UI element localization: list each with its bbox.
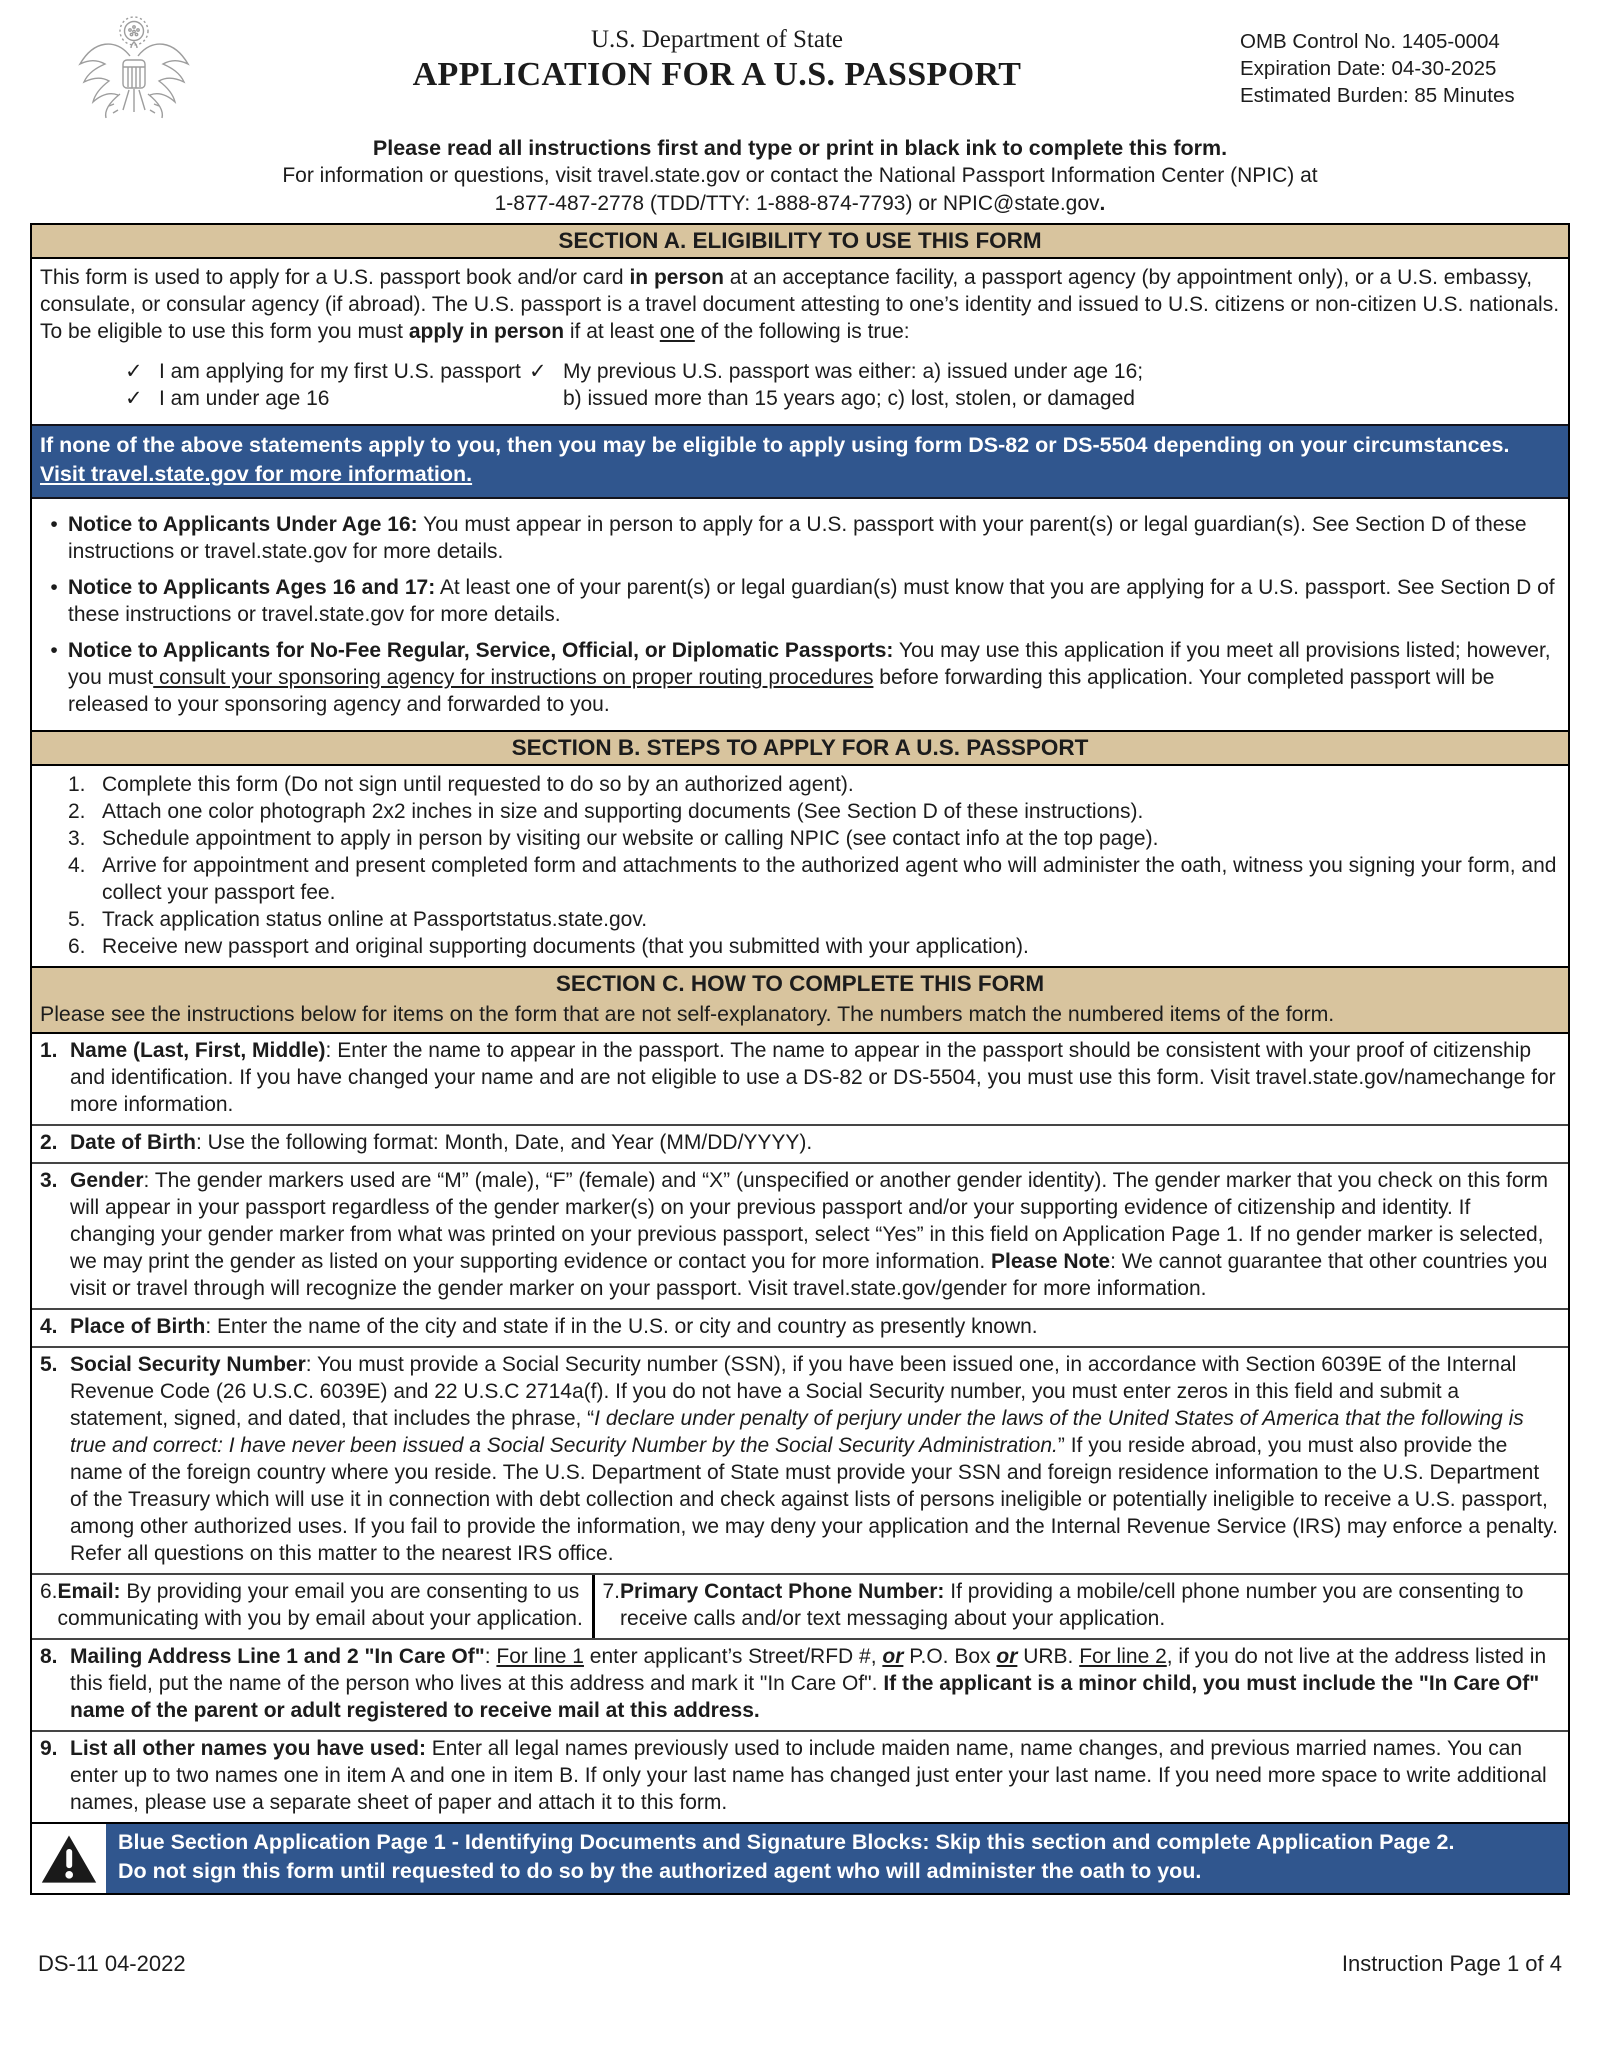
intro-phone-line: 1-877-487-2778 (TDD/TTY: 1-888-874-7793) or NPIC@state.gov. <box>494 192 1106 215</box>
omb-expiration-date: Expiration Date: 04-30-2025 <box>1240 57 1497 80</box>
intro-info-line: For information or questions, visit travel.state.gov or contact the National Passport Information Center (NPIC) at <box>282 164 1318 187</box>
omb-control-number: OMB Control No. 1405-0004 <box>1240 30 1500 53</box>
item-1-name: 1. Name (Last, First, Middle): Enter the name to appear in the passport. The name to appear in the passport should be consistent with your proof of citizenship and identification. If you have changed your name and are not eligible to use a DS-82 or DS-5504, you must use this form. Visit travel.state.gov/namechange for more information. <box>40 1039 1556 1116</box>
checkmark-icon: ✓ <box>125 360 143 383</box>
checklist-item-continuation: b) issued more than 15 years ago; c) lost, stolen, or damaged <box>563 387 1135 410</box>
checklist-item: ✓ My previous U.S. passport was either: a) issued under age 16; <box>529 360 1144 383</box>
item-5-ssn: 5. Social Security Number: You must provide a Social Security number (SSN), if you have been issued one, in accordance with Section 6039E of the Internal Revenue Code (26 U.S.C. 6039E) and 22 U.S.C 2714a(f). If you do not have a Social Security number, you must enter zeros in this field and submit a statement, signed, and dated, that includes the phrase, “I declare under penalty of perjury under the laws of the United States of America that the following is true and correct: I have never been issued a Social Security Number by the Social Security Administration.” If you reside abroad, you must also provide the name of the foreign country where you reside. The U.S. Department of State must provide your SSN and foreign residence information to the U.S. Department of the Treasury which will use it in connection with debt collection and check against lists of persons ineligible or potentially ineligible to receive a U.S. passport, among other authorized uses. If you fail to provide the information, we may deny your application and the Internal Revenue Service (IRS) may enforce a penalty. Refer all questions on this matter to the nearest IRS office. <box>32 1346 1568 1573</box>
step-item: 1. Complete this form (Do not sign until requested to do so by an authorized agent). <box>68 773 854 796</box>
notice-no-fee-passports: • Notice to Applicants for No-Fee Regular, Service, Official, or Diplomatic Passports: You may use this application if you meet all provisions listed; however, you must consult your sponsoring agency for instructions on proper routing procedures before forwarding this application. Your completed passport will be released to your sponsoring agency and forwarded to you. <box>40 637 1560 718</box>
bullet-icon: • <box>50 576 58 599</box>
intro-bold-line: Please read all instructions first and type or print in black ink to complete this form. <box>372 136 1228 160</box>
item-7-phone: 7. Primary Contact Phone Number: If providing a mobile/cell phone number you are consenting to receive calls and/or text messaging about your application. <box>602 1580 1524 1630</box>
omb-block <box>1240 10 1570 109</box>
notice-ages-16-17: • Notice to Applicants Ages 16 and 17: At least one of your parent(s) or legal guardian(s) must know that you are applying for a U.S. passport. See Section D of these instructions or travel.state.gov for more details. <box>40 574 1560 628</box>
header-titles <box>194 10 1240 93</box>
eligibility-checklist <box>125 358 1560 412</box>
great-seal-eagle-logo <box>74 14 194 126</box>
item-4-place-of-birth: 4. Place of Birth: Enter the name of the city and state if in the U.S. or city and country as presently known. <box>32 1308 1568 1346</box>
ds82-eligibility-banner: If none of the above statements apply to you, then you may be eligible to apply using form DS-82 or DS-5504 depending on your circumstances. Visit travel.state.gov for more information. <box>32 424 1568 499</box>
item-6-email: 6. Email: By providing your email you are consenting to us communicating with you by email about your application. <box>40 1580 583 1630</box>
page-footer <box>30 1950 1570 1977</box>
checklist-column-2 <box>529 358 1560 412</box>
page-number: Instruction Page 1 of 4 <box>1341 1951 1562 1976</box>
form-id: DS-11 04-2022 <box>38 1951 186 1976</box>
section-a-paragraph: This form is used to apply for a U.S. passport book and/or card in person at an acceptance facility, a passport agency (by appointment only), or a U.S. embassy, consulate, or consular agency (if abroad). The U.S. passport is a travel document attesting to one’s identity and issued to U.S. citizens or non-citizen U.S. nationals. To be eligible to use this form you must apply in person if at least one of the following is true: <box>40 266 1560 343</box>
form-header <box>30 10 1570 126</box>
section-b-steps <box>32 766 1568 966</box>
item-2-date-of-birth: 2. Date of Birth: Use the following format: Month, Date, and Year (MM/DD/YYYY). <box>32 1124 1568 1162</box>
step-item: 4. Arrive for appointment and present completed form and attachments to the authorized agent who will administer the oath, witness you signing your form, and collect your passport fee. <box>68 854 1557 904</box>
section-c-header: SECTION C. HOW TO COMPLETE THIS FORM <box>32 966 1568 1000</box>
intro-instructions <box>30 134 1570 218</box>
step-item: 2. Attach one color photograph 2x2 inches in size and supporting documents (See Section D of these instructions). <box>68 800 1144 823</box>
checklist-item: ✓ I am applying for my first U.S. passport <box>125 360 521 383</box>
form-title: APPLICATION FOR A U.S. PASSPORT <box>412 56 1022 93</box>
bullet-icon: • <box>50 639 58 662</box>
section-a-header: SECTION A. ELIGIBILITY TO USE THIS FORM <box>32 225 1568 259</box>
omb-estimated-burden: Estimated Burden: 85 Minutes <box>1240 84 1515 107</box>
warning-line-2: Do not sign this form until requested to do so by the authorized agent who will administer the oath to you. <box>118 1859 1202 1883</box>
notices-list <box>32 499 1568 730</box>
warning-line-1: Blue Section Application Page 1 - Identifying Documents and Signature Blocks: Skip this section and complete Application Page 2. <box>118 1830 1455 1854</box>
warning-triangle-icon <box>32 1824 106 1893</box>
item-8-mailing-address: 8. Mailing Address Line 1 and 2 "In Care Of": For line 1 enter applicant’s Street/RFD #, or P.O. Box or URB. For line 2, if you do not live at the address listed in this field, put the name of the person who lives at this address and mark it "In Care Of". If the applicant is a minor child, you must include the "In Care Of" name of the parent or adult registered to receive mail at this address. <box>32 1638 1568 1730</box>
blue-section-warning-banner <box>106 1824 1568 1893</box>
agency-name: U.S. Department of State <box>590 26 844 53</box>
instructions-box <box>30 223 1570 1895</box>
item-9-other-names: 9. List all other names you have used: Enter all legal names previously used to include maiden name, name changes, and previous married names. You can enter up to two names one in item A and one in item B. If only your last name has changed just enter your last name. If you need more space to write additional names, please use a separate sheet of paper and attach it to this form. <box>32 1730 1568 1822</box>
step-item: 5. Track application status online at Passportstatus.state.gov. <box>68 908 648 931</box>
blue-section-warning-row <box>32 1822 1568 1893</box>
checkmark-icon: ✓ <box>529 360 547 383</box>
items-6-7-row <box>32 1573 1568 1638</box>
checklist-item: ✓ I am under age 16 <box>125 387 330 410</box>
section-c-subtitle: Please see the instructions below for items on the form that are not self-explanatory. The numbers match the numbered items of the form. <box>32 1000 1568 1034</box>
checklist-column-1 <box>125 358 529 412</box>
step-item: 3. Schedule appointment to apply in person by visiting our website or calling NPIC (see contact info at the top page). <box>68 827 1159 850</box>
item-3-gender: 3. Gender: The gender markers used are “M” (male), “F” (female) and “X” (unspecified or another gender identity). The gender marker that you check on this form will appear in your passport regardless of the gender marker(s) on your previous passport and/or your supporting evidence of citizenship and identity. If changing your gender marker from what was printed on your previous passport, select “Yes” in this field on Application Page 1. If no gender marker is selected, we may print the gender as listed on your supporting evidence or contact you for more information. Please Note: We cannot guarantee that other countries you visit or travel through will recognize the gender marker on your passport. Visit travel.state.gov/gender for more information. <box>32 1162 1568 1308</box>
section-b-header: SECTION B. STEPS TO APPLY FOR A U.S. PASSPORT <box>32 730 1568 766</box>
notice-under-16: • Notice to Applicants Under Age 16: You must appear in person to apply for a U.S. passport with your parent(s) or legal guardian(s). See Section D of these instructions or travel.state.gov for more details. <box>40 511 1560 565</box>
section-a-body <box>32 259 1568 424</box>
checkmark-icon: ✓ <box>125 387 143 410</box>
bullet-icon: • <box>50 513 58 536</box>
step-item: 6. Receive new passport and original supporting documents (that you submitted with your application). <box>68 935 1029 958</box>
